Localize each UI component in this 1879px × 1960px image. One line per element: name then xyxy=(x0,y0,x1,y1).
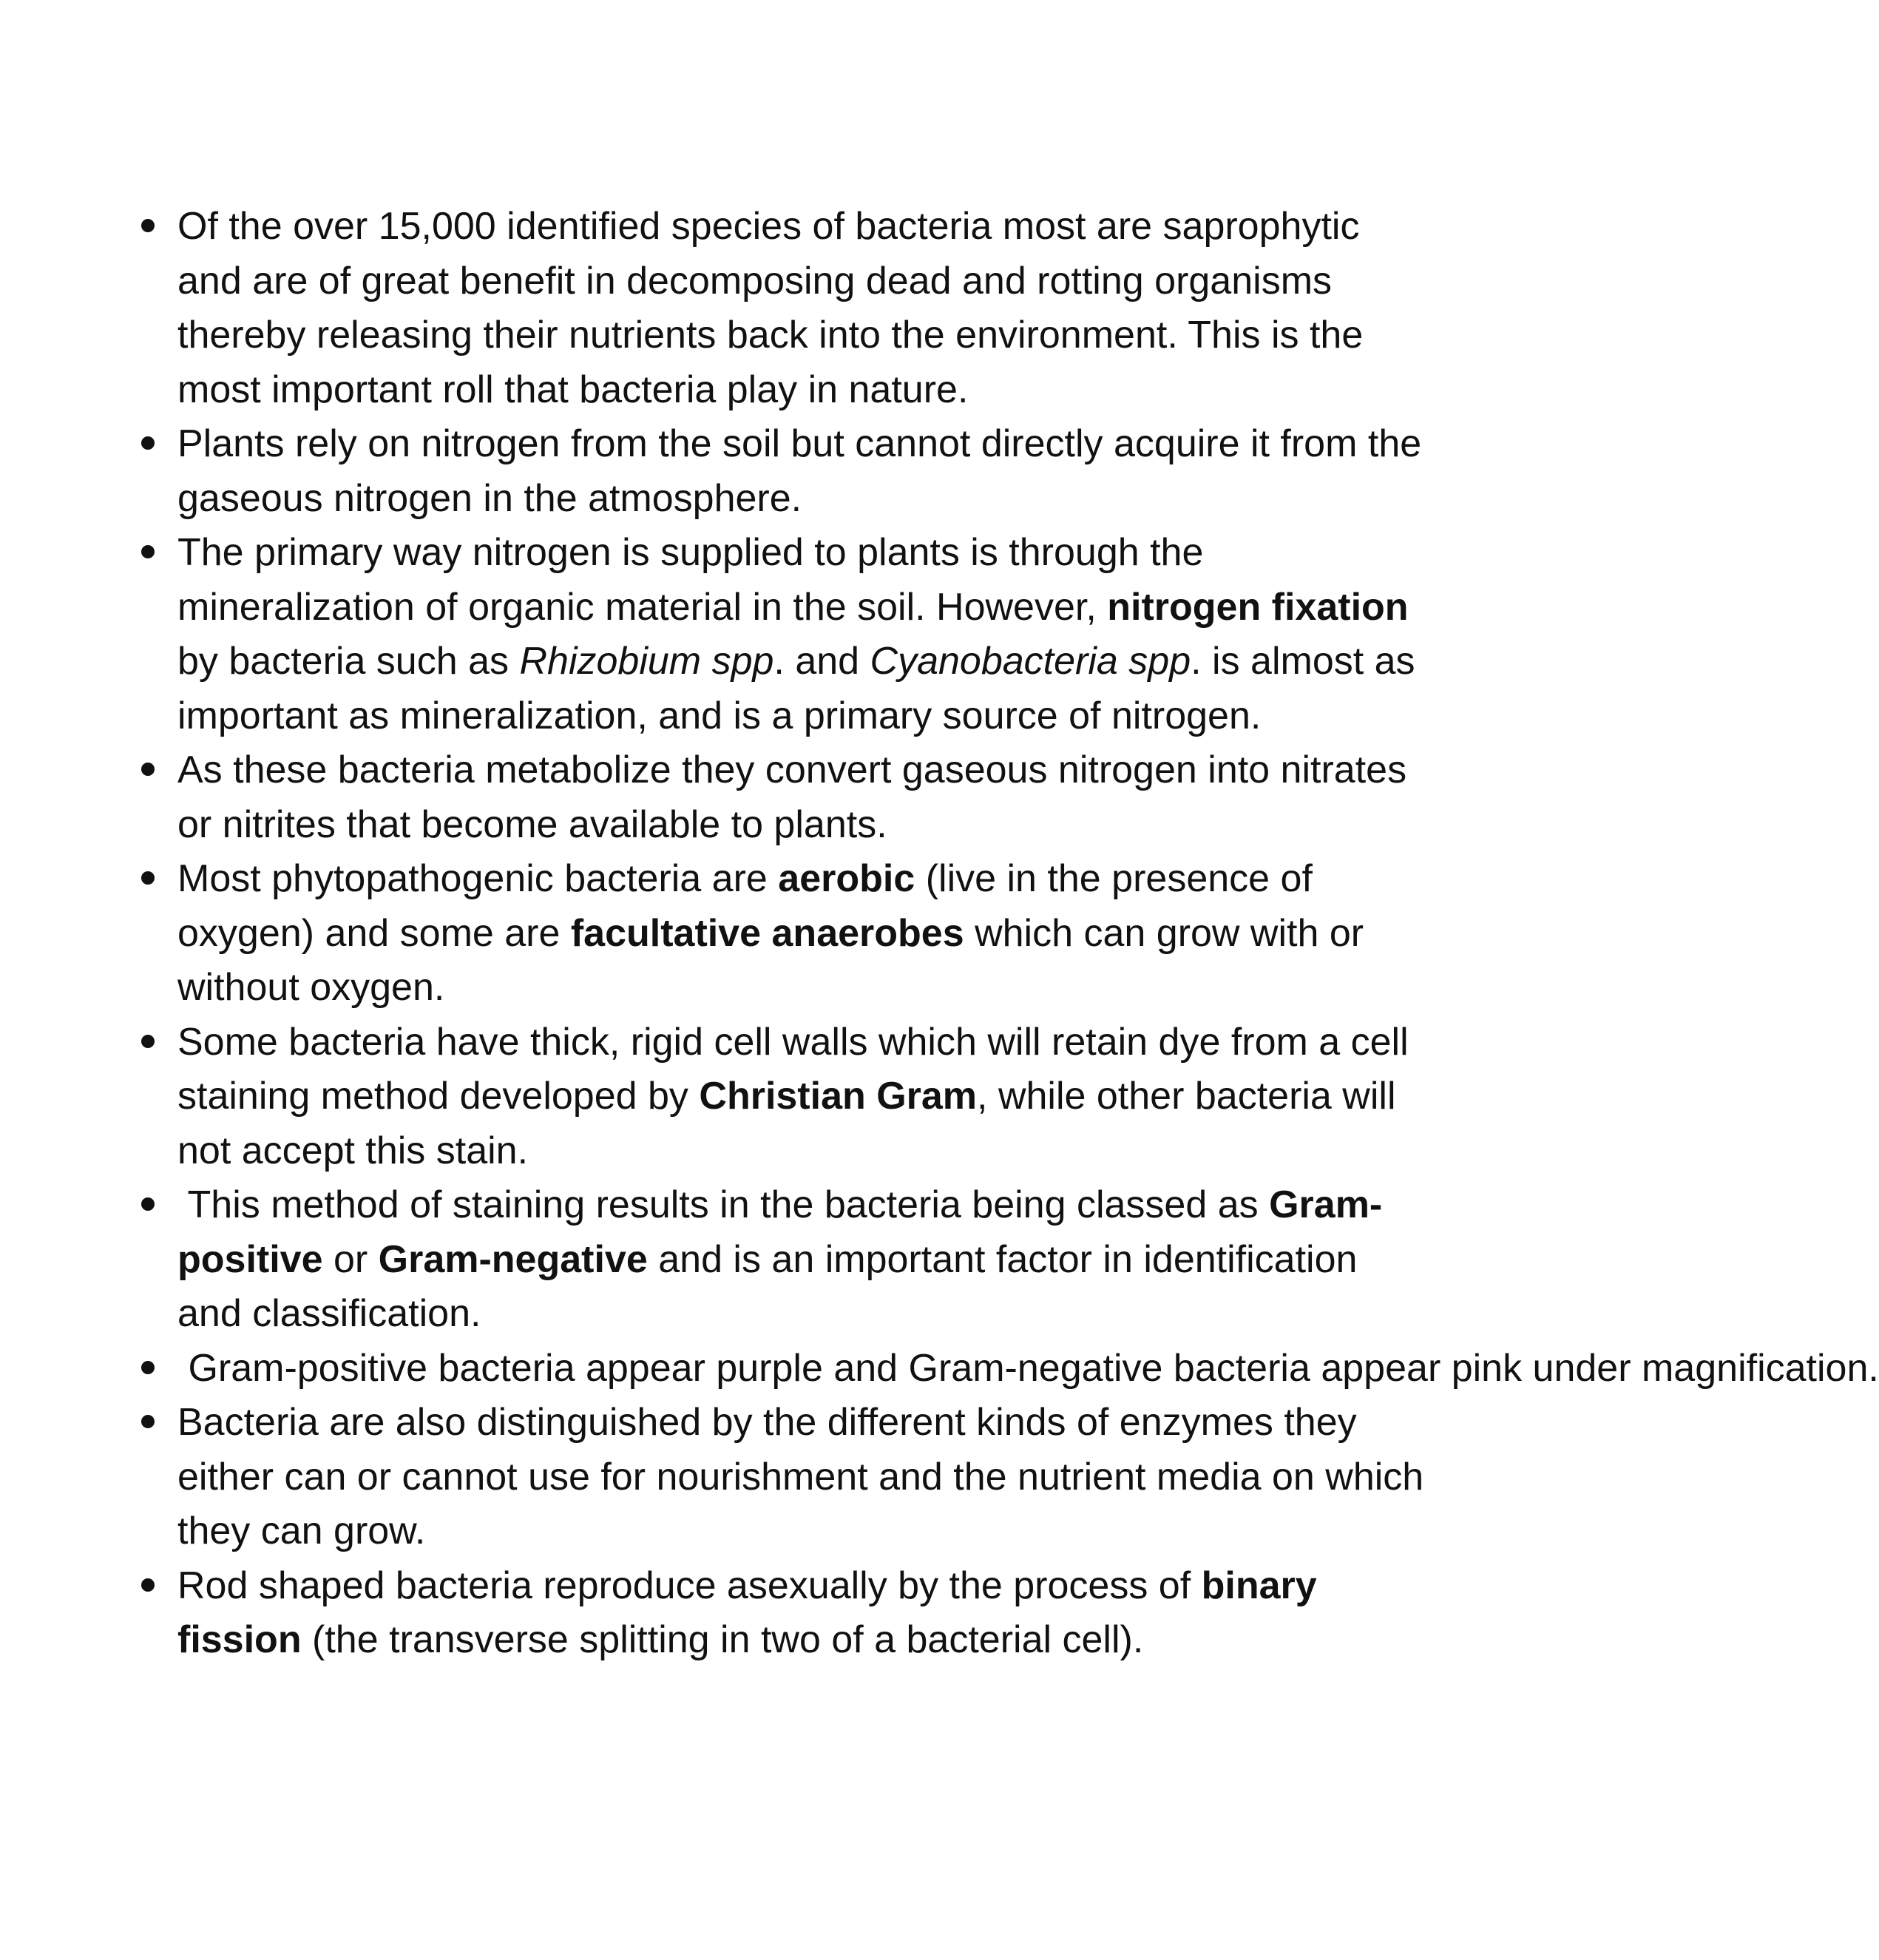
bullet-item xyxy=(137,1559,1427,1668)
bullet-item xyxy=(137,1178,1427,1342)
text-run: Rod shaped bacteria reproduce asexually by the process of xyxy=(177,1564,1202,1607)
bullet-item xyxy=(137,1396,1427,1559)
bullet-dot-icon xyxy=(141,1578,155,1592)
bullet-item xyxy=(137,1016,1427,1179)
text-run: (live in the presence of oxygen) and some are xyxy=(177,857,1313,955)
text-run: Some bacteria have thick, rigid cell walls which will retain dye from a cell staining method developed by xyxy=(177,1020,1409,1118)
text-run: Plants rely on nitrogen from the soil but cannot directly acquire it from the gaseous nitrogen in the atmosphere. xyxy=(177,422,1422,520)
text-run: and is an important factor in identification and classification. xyxy=(177,1237,1358,1335)
text-run: The primary way nitrogen is supplied to plants is through the mineralization of organic material in the soil. However, xyxy=(177,531,1204,629)
bold-term: Gram-positive xyxy=(177,1183,1383,1281)
text-run: . and xyxy=(773,640,870,683)
text-run: by bacteria such as xyxy=(177,640,520,683)
bullet-dot-icon xyxy=(141,1197,155,1211)
bold-term: nitrogen fixation xyxy=(1107,585,1409,629)
bullet-list xyxy=(137,200,1879,1668)
bold-term: binary fission xyxy=(177,1564,1317,1661)
bullet-dot-icon xyxy=(141,871,155,885)
bullet-dot-icon xyxy=(141,763,155,776)
text-run: This method of staining results in the bacteria being classed as xyxy=(177,1183,1270,1226)
bullet-dot-icon xyxy=(141,436,155,450)
bold-term: facultative anaerobes xyxy=(570,911,964,955)
bullet-dot-icon xyxy=(141,1361,155,1374)
bullet-dot-icon xyxy=(141,1415,155,1428)
bullet-dot-icon xyxy=(141,219,155,232)
bullet-item xyxy=(137,526,1427,743)
text-run: As these bacteria metabolize they convert gaseous nitrogen into nitrates or nitrites that become available to plants. xyxy=(177,748,1407,846)
bullet-item xyxy=(137,743,1427,852)
text-run: , while other bacteria will not accept this stain. xyxy=(177,1075,1396,1172)
italic-term: Rhizobium spp xyxy=(519,640,774,683)
italic-term: Cyanobacteria spp xyxy=(870,640,1191,683)
bullet-item xyxy=(137,852,1427,1016)
text-run: which can grow with or without oxygen. xyxy=(177,911,1364,1009)
text-run: or xyxy=(322,1237,379,1281)
bullet-item xyxy=(137,1342,1879,1396)
bullet-item xyxy=(137,417,1427,526)
text-run: (the transverse splitting in two of a bacterial cell). xyxy=(301,1618,1144,1661)
bullet-item xyxy=(137,200,1427,417)
text-run: Bacteria are also distinguished by the different kinds of enzymes they either can or cannot use for nourishment and the nutrient media on which they can grow. xyxy=(177,1401,1424,1552)
bullet-dot-icon xyxy=(141,545,155,558)
text-run: Gram-positive bacteria appear purple and Gram-negative bacteria appear pink under magnification. xyxy=(177,1346,1879,1390)
bold-term: aerobic xyxy=(778,857,915,900)
text-run: Most phytopathogenic bacteria are xyxy=(177,857,779,900)
text-run: . is almost as important as mineralization, and is a primary source of nitrogen. xyxy=(177,640,1415,737)
bullet-dot-icon xyxy=(141,1035,155,1048)
bold-term: Christian Gram xyxy=(699,1075,978,1118)
text-run: Of the over 15,000 identified species of bacteria most are saprophytic and are of great benefit in decomposing dead and rotting organisms thereby releasing their nutrients back into the environment. This is the most important roll that bacteria play in nature. xyxy=(177,205,1364,411)
bold-term: Gram-negative xyxy=(378,1237,648,1281)
